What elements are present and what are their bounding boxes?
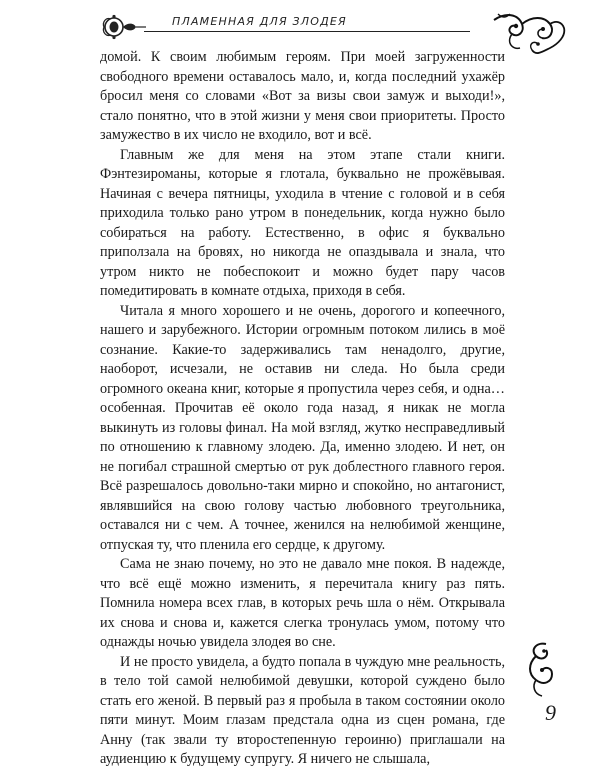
paragraph: И не просто увидела, а будто попала в чуждую мне реальность, в тело той самой нелюбимой девушки, которой суждено было стать его женой. В первый раз я пробыла в таком состоянии около пяти минут. Моим глазам предстала одна из сцен романа, где Анну (так звали ту второстепенную героиню) приглашали на аудиенцию к будущему супругу. Я ничего не слышала, — [100, 653, 505, 767]
header-rule — [144, 31, 470, 32]
page-number: 9 — [545, 700, 556, 725]
paragraph: Главным же для меня на этом этапе стали книги. Фэнтезироманы, которые я глотала, буквально не прожёвывая. Начиная с вечера пятницы, уходила в чтение с головой и в себя приходила только рано утром в понедельник, когда нужно было собираться на работу. Естественно, в офис я буквально приползала на бровях, но никогда не опаздывала и знала, что утром никто не побеспокоит и можно будет пару часов помедитировать в комнате отдыха, приходя в себя. — [100, 146, 505, 299]
running-header — [100, 14, 470, 40]
paragraph: домой. К своим любимым героям. При моей загруженности свободного времени оставалось мало, и, когда последний ухажёр бросил меня со словами «Вот за визы свои замуж и выходи!», стало понятно, что в этой жизни у меня свои приоритеты. Просто замужество в их число не входило, вот и всё. — [100, 49, 505, 143]
flourish-ornament-icon — [100, 14, 146, 40]
paragraph: Сама не знаю почему, но это не давало мне покоя. В надежде, что всё ещё можно изменить, я перечитала книгу раз пять. Помнила номера всех глав, в которых речь шла о нём. Открывала их снова и снова и, кажется слегка тронулась умом, потому что однажды ночью увидела злодея во сне. — [100, 556, 505, 650]
paragraph: Читала я много хорошего и не очень, дорогого и копеечного, нашего и зарубежного. Истории огромным потоком лились в моё сознание. Какие-то задерживались там ненадолго, другие, наоборот, исчезали, не оставив ни следа. Но была среди огромного океана книг, которые я пропустила через себя, и одна… особенная. Прочитав её около года назад, я никак не могла выкинуть из головы финал. На мой взгляд, жутко несправедливый по отношению к главному злодею. Да, именно злодею. И нет, он не погибал страшной смертью от рук доблестного главного героя. Всё разрешалось довольно-таки мирно и спокойно, но антагонист, являвшийся на свою голову частью любовного треугольника, оставался ни с чем. А точнее, женился на нелюбимой женщине, отпуская ту, что пленила его сердце, к другому. — [100, 302, 505, 553]
running-header-title: ПЛАМЕННАЯ ДЛЯ ЗЛОДЕЯ — [172, 15, 347, 28]
scroll-ornament-icon — [520, 640, 560, 698]
body-text — [100, 48, 505, 770]
